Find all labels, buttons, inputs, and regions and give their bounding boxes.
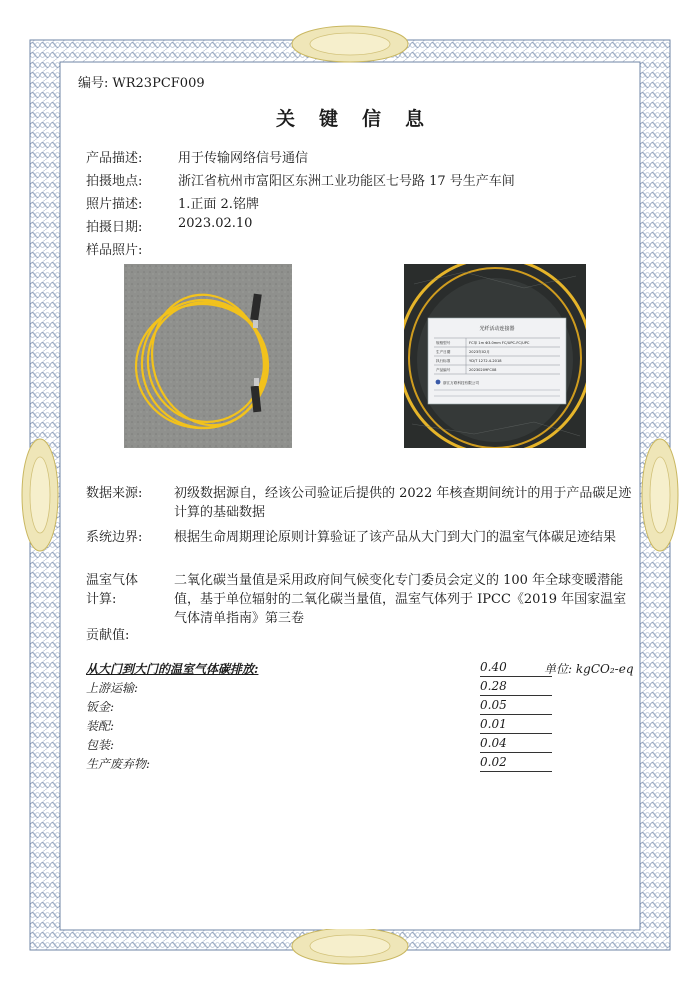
nameplate-cell: 规格型号 <box>436 341 451 345</box>
data-source-key: 数据来源: <box>86 486 143 501</box>
emissions-item-name: 装配: <box>86 719 115 733</box>
boundary-key: 系统边界: <box>86 530 143 545</box>
emissions-item-value: 0.02 <box>480 755 552 772</box>
ghg-key-line1: 温室气体 <box>86 573 139 588</box>
nameplate-footer: 浙江万联科技有限公司 <box>443 381 479 385</box>
nameplate-heading: 光纤活动连接器 <box>479 326 515 332</box>
nameplate-cell: 产品编号 <box>436 368 451 372</box>
serial-value: WR23PCF009 <box>112 76 205 91</box>
emissions-item-name: 上游运输: <box>86 681 139 695</box>
emissions-item-value: 0.04 <box>480 736 552 753</box>
contribution-key: 贡献值: <box>86 628 130 643</box>
info-key: 照片描述: <box>86 197 143 212</box>
nameplate-cell: FC单 1m Φ3.0mm FC/UPC-FC/UPC <box>469 341 530 345</box>
fiber-cable-image <box>124 264 292 448</box>
emissions-unit <box>544 660 634 677</box>
ghg-key-line2: 计算: <box>86 592 117 607</box>
page-title: 关键信息 <box>275 108 448 130</box>
product-photo-nameplate <box>404 264 586 448</box>
info-value: 2023.02.10 <box>178 216 253 231</box>
emissions-row <box>86 717 646 735</box>
info-key: 拍摄地点: <box>86 174 143 189</box>
info-row-product <box>86 147 308 166</box>
emissions-row <box>86 755 646 773</box>
emissions-item-name: 生产废弃物: <box>86 757 151 771</box>
nameplate-image <box>404 264 586 448</box>
unit-label: 单位: <box>544 662 573 676</box>
emissions-item-value: 0.05 <box>480 698 552 715</box>
nameplate-cell: 2023年02月 <box>469 350 490 354</box>
product-photo-front <box>124 264 292 448</box>
emissions-row <box>86 698 646 716</box>
serial-number <box>78 72 205 91</box>
emissions-total-label: 从大门到大门的温室气体碳排放: <box>86 662 259 676</box>
emissions-row <box>86 679 646 697</box>
emissions-item-name: 钣金: <box>86 700 115 714</box>
info-value: 浙江省杭州市富阳区东洲工业功能区七号路 17 号生产车间 <box>178 174 515 189</box>
nameplate-cell: 执行标准 <box>436 359 451 363</box>
ghg-value: 二氧化碳当量值是采用政府间气候变化专门委员会定义的 100 年全球变暖潜能值，基于单位辐射的二氧化碳当量值，温室气体列于 IPCC《2019 年国家温室气体清单指南》第三卷 <box>174 573 627 626</box>
info-row-date <box>86 216 252 235</box>
emissions-total-value: 0.40 <box>480 660 552 677</box>
nameplate-cell: 20230209FC08 <box>469 368 497 372</box>
unit-value: kgCO₂-eq <box>575 662 634 676</box>
nameplate-cell: YD/T 1272.4-2018 <box>469 359 502 363</box>
serial-label: 编号: <box>78 76 109 91</box>
emissions-row <box>86 736 646 754</box>
info-value: 1.正面 2.铭牌 <box>178 197 259 212</box>
info-key: 拍摄日期: <box>86 220 143 235</box>
info-key: 产品描述: <box>86 151 143 166</box>
info-row-sample-photo <box>86 239 178 258</box>
emissions-item-name: 包装: <box>86 738 115 752</box>
emissions-total-row <box>86 660 646 678</box>
info-row-photo-desc <box>86 193 259 212</box>
emissions-item-value: 0.28 <box>480 679 552 696</box>
info-value: 用于传输网络信号通信 <box>178 151 309 166</box>
data-source-value: 初级数据源自，经该公司验证后提供的 2022 年核查期间统计的用于产品碳足迹计算的基础数据 <box>174 486 632 520</box>
emissions-item-value: 0.01 <box>480 717 552 734</box>
info-row-location <box>86 170 515 189</box>
boundary-value: 根据生命周期理论原则计算验证了该产品从大门到大门的温室气体碳足迹结果 <box>174 530 617 545</box>
ghg-key <box>86 571 172 609</box>
company-logo-icon <box>436 380 441 385</box>
info-key: 样品照片: <box>86 243 143 258</box>
nameplate-cell: 生产日期 <box>436 350 451 354</box>
